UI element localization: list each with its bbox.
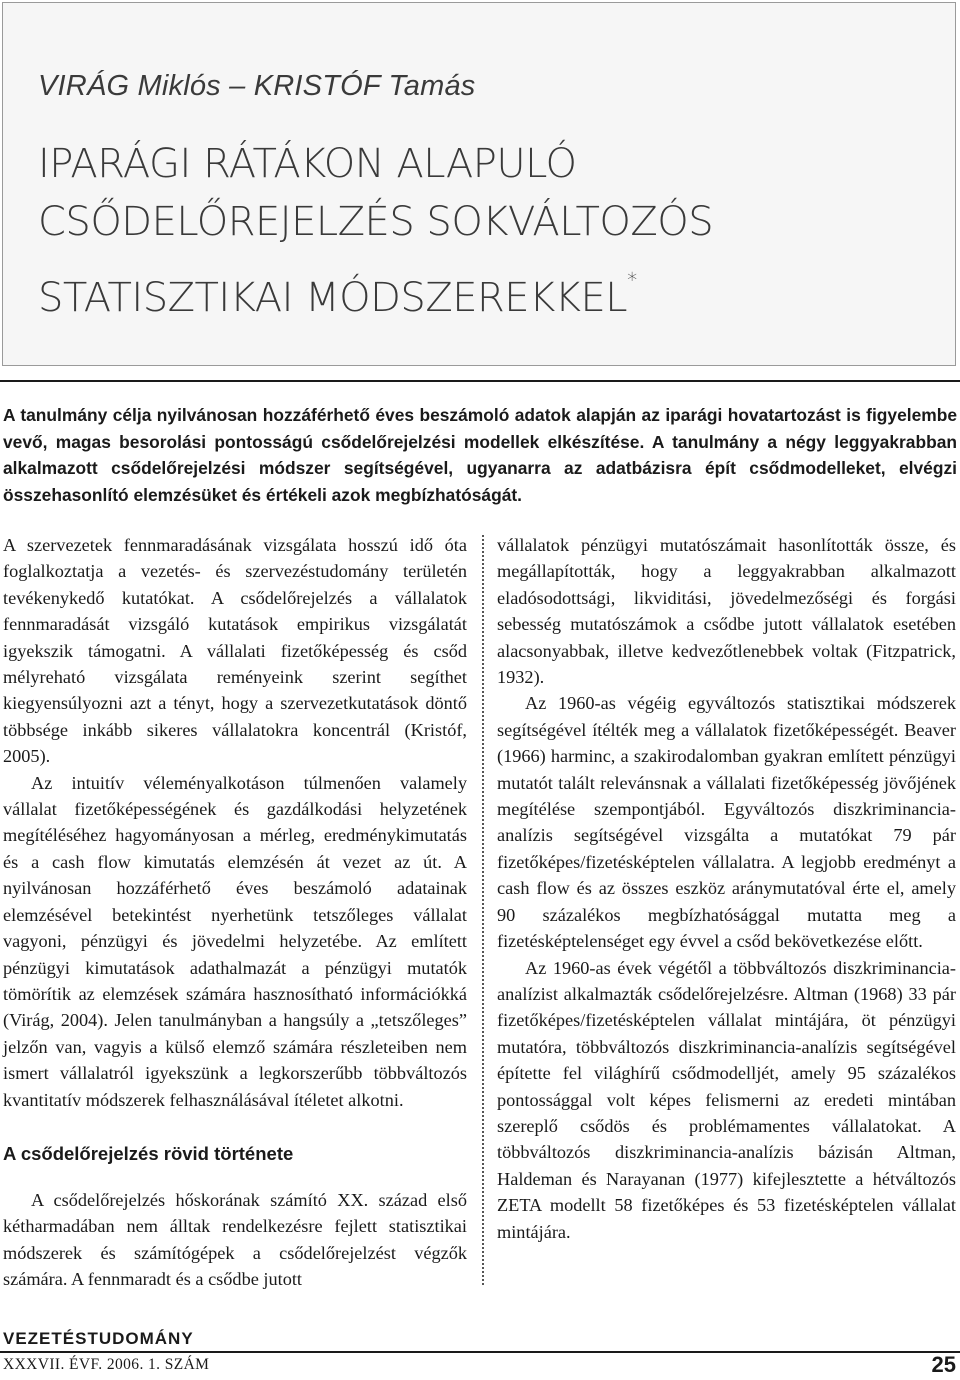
journal-name: VEZETÉSTUDOMÁNY (3, 1329, 194, 1348)
left-paragraph-1: A szervezetek fennmaradásának vizsgálata hosszú idő óta foglalkoztatja a vezetés- és szervezéstudomány területén tevékenykedő kutatókat. A csődelőrejelzés a vállalatok fennmaradását vizsgáló kutatások empirikus vizsgálatát igyekszik támogatni. A vállalati fizetőképesség és csőd mélyreható vizsgálata reményeink szerint segíthet kiegyensúlyozni azt a tényt, hogy a szervezetkutatások döntő többsége inkább sikeres vállalatokra koncentrál (Kristóf, 2005). (3, 535, 467, 767)
title-line-3-text: STATISZTIKAI MÓDSZEREKKEL (38, 275, 628, 321)
abstract: A tanulmány célja nyilvánosan hozzáférhető éves beszámoló adatok alapján az iparági hovatartozást is figyelembe vevő, magas besorolási pontosságú csődelőrejelzési modellek elkészítése. A tanulmány a négy leggyakrabban alkalmazott csődelőrejelzési módszer segítségével, ugyanarra az adatbázisra épít csődmodelleket, elvégzi összehasonlító elemzésüket és értékeli azok megbízhatóságát. (3, 405, 957, 505)
authors: VIRÁG Miklós – KRISTÓF Tamás (38, 70, 476, 102)
section-heading: A csődelőrejelzés rövid története (3, 1142, 294, 1164)
issue-info: XXXVII. ÉVF. 2006. 1. SZÁM (3, 1356, 210, 1373)
right-paragraph-3: Az 1960-as évek végétől a többváltozós diszkriminancia-analízist alkalmazták csődelőrejelzésre. Altman (1968) 33 pár fizetőképes/fizetésképtelen vállalat mintájára, öt pénzügyi mutatóra, többváltozós diszkriminancia-analízis segítségével építette fel világhírű csődmodelljét, amely 95 százalékos pontossággal volt képes felismerni az eredeti mintában szereplő csődös és problémamentes vállalatokat. A többváltozós diszkriminancia-analízis bázisán Altman, Haldeman és Narayanan (1977) kifejlesztette a hétváltozós ZETA modellt 58 fizetőképes és 53 fizetésképtelen vállalat mintájára. (497, 957, 956, 1242)
top-rule (0, 380, 960, 382)
title-line-2: CSŐDELŐREJELZÉS SOKVÁLTOZÓS (38, 199, 714, 245)
page-number: 25 (931, 1352, 956, 1377)
bottom-rule (0, 1351, 960, 1353)
left-paragraph-2: Az intuitív véleményalkotáson túlmenően valamely vállalat fizetőképességének és gazdálkodási helyzetének megítéléséhez hagyományosan a mérleg, eredménykimutatás és a cash flow kimutatás elemzésén át vezet az út. A nyilvánosan hozzáférhető éves beszámoló adatainak elemzésével betekintést nyerhetünk tetszőleges vállalat vagyoni, pénzügyi és jövedelmi helyzetébe. Az említett pénzügyi kimutatások adathalmazát a pénzügyi mutatók tömörítik az elemzések számára hasznosítható információkká (Virág, 2004). Jelen tanulmányban a hangsúly a „tetszőleges” jelzőn van, vagyis a külső elemző számára részleteiben nem ismert vállalatról igyekszünk a legkorszerűbb többváltozós kvantitatív módszerek felhasználásával ítéletet alkotni. (3, 772, 467, 1110)
title-footnote-mark: * (627, 268, 637, 292)
left-column (3, 532, 467, 1293)
title-line-3 (38, 251, 938, 327)
left-section-paragraph: A csődelőrejelzés hőskorának számító XX. század első kétharmadában nem álltak rendelkezésre fejlett statisztikai módszerek és számítógépek a csődelőrejelzést végzők számára. A fennmaradt és a csődbe jutott (3, 1189, 467, 1290)
article-title (38, 135, 938, 327)
title-line-1: IPARÁGI RÁTÁKON ALAPULÓ (38, 141, 577, 187)
right-paragraph-2: Az 1960-as végéig egyváltozós statisztikai módszerek segítségével ítélték meg a vállalatok fizetőképességét. Beaver (1966) harminc, a szakirodalomban gyakran említett pénzügyi mutatót talált relevánsnak a vállalati fizetőképesség jövőjének megítélése szempontjából. Egyváltozós diszkriminancia-analízis segítségével vizsgálta a mutatókat 79 pár fizetőképes/fizetésképtelen vállalatra. A legjobb eredményt a cash flow és az összes eszköz aránymutatóval érte el, amely 90 százalékos megbízhatósággal mutatta meg a fizetésképtelenséget egy évvel a csőd bekövetkezése előtt. (497, 693, 956, 952)
right-paragraph-1: vállalatok pénzügyi mutatószámait hasonlították össze, és megállapították, hogy a leggyakrabban alkalmazott eladósodottsági, likviditási, jövedelmezőségi és forgási sebesség mutatószámok a csődbe jutott vállalatok esetében alacsonyabbak, illetve kedvezőtlenebbek voltak (Fitzpatrick, 1932). (497, 535, 956, 688)
column-divider (482, 535, 484, 1285)
right-column (497, 532, 956, 1245)
